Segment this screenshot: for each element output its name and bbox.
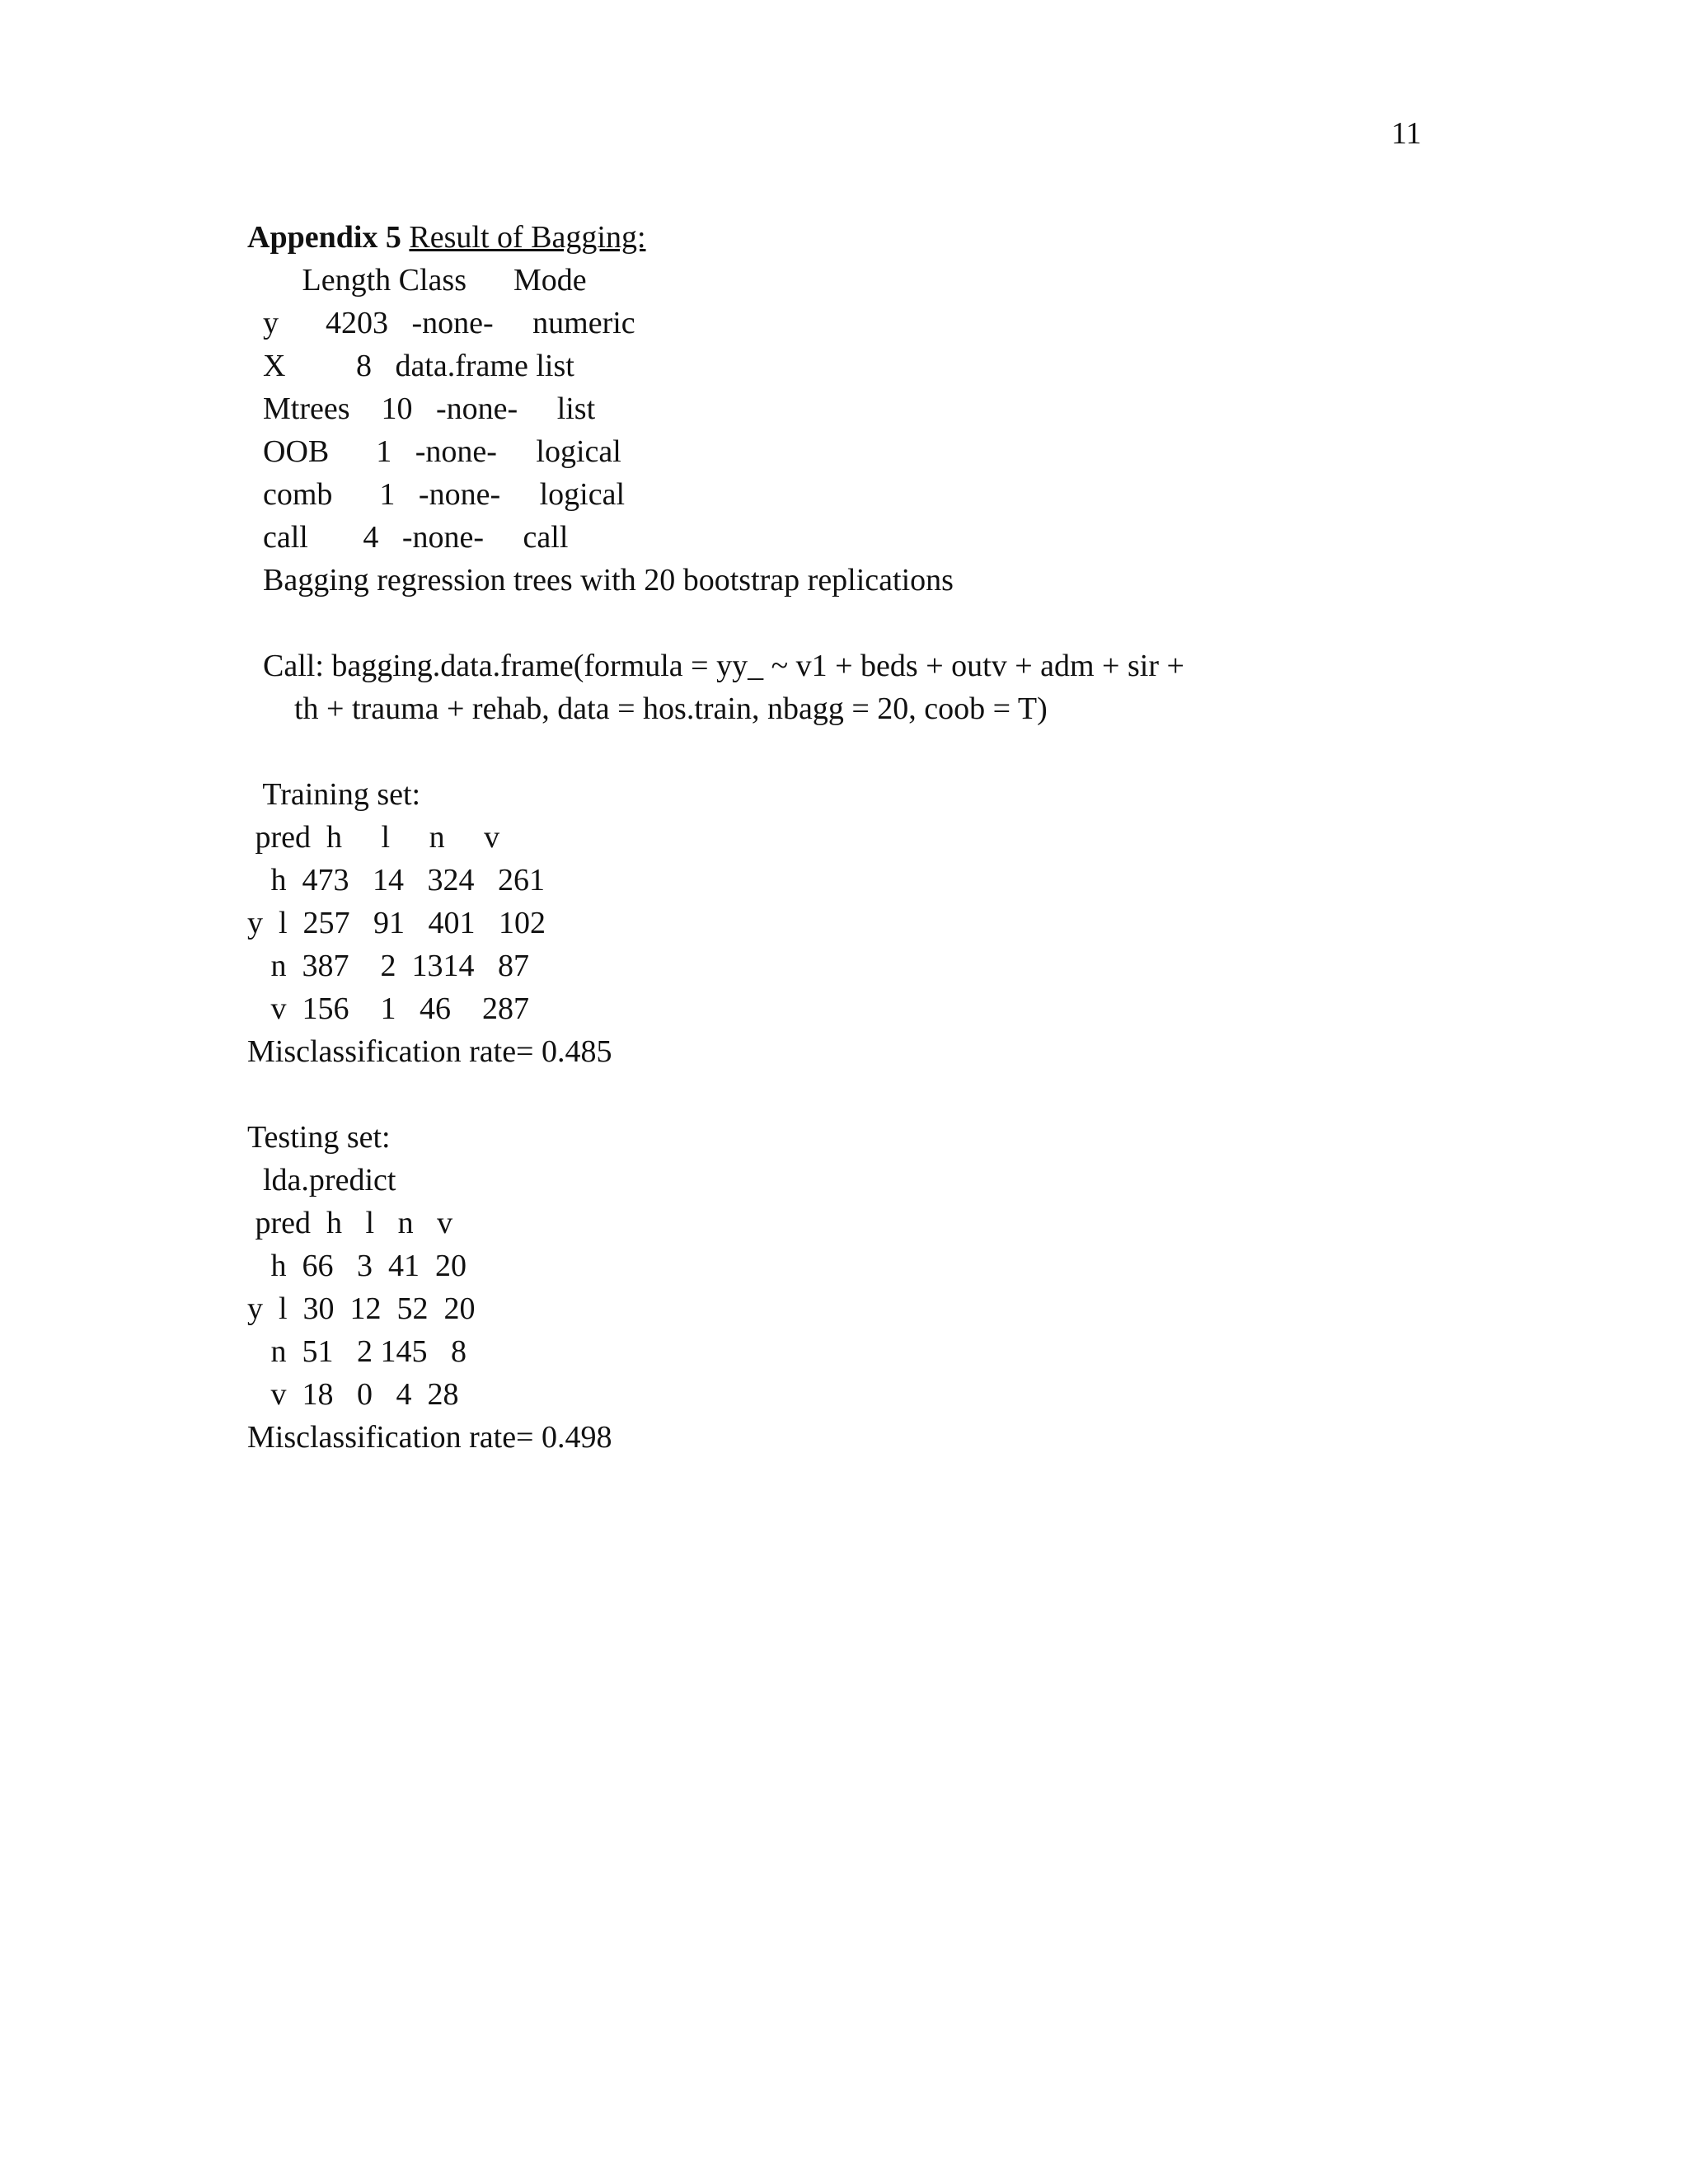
summary-line: Mtrees 10 -none- list bbox=[247, 391, 596, 426]
summary-line: comb 1 -none- logical bbox=[247, 477, 626, 512]
testing-line: Testing set: bbox=[247, 1120, 391, 1155]
summary-line: y 4203 -none- numeric bbox=[247, 306, 635, 340]
spacer bbox=[247, 1073, 1184, 1116]
testing-line: h 66 3 41 20 bbox=[247, 1249, 467, 1283]
summary-line: OOB 1 -none- logical bbox=[247, 434, 621, 469]
page-number: 11 bbox=[1391, 116, 1422, 151]
spacer bbox=[247, 602, 1184, 644]
testing-line: pred h l n v bbox=[247, 1206, 453, 1240]
testing-line: y l 30 12 52 20 bbox=[247, 1291, 476, 1326]
summary-line: Bagging regression trees with 20 bootstrap replications bbox=[247, 563, 954, 598]
document-body bbox=[247, 216, 1184, 1459]
summary-line: Length Class Mode bbox=[247, 263, 587, 298]
appendix-label: Appendix 5 bbox=[247, 220, 401, 255]
testing-set-block bbox=[247, 1116, 1184, 1459]
training-line: h 473 14 324 261 bbox=[247, 863, 545, 898]
bagging-summary bbox=[247, 259, 1184, 602]
bagging-call bbox=[247, 644, 1184, 730]
call-line: Call: bagging.data.frame(formula = yy_ ~ v1 + beds + outv + adm + sir + bbox=[247, 649, 1184, 683]
summary-line: X 8 data.frame list bbox=[247, 349, 574, 383]
testing-line: n 51 2 145 8 bbox=[247, 1334, 467, 1369]
training-set-block bbox=[247, 773, 1184, 1073]
appendix-heading bbox=[247, 216, 1184, 259]
training-line: v 156 1 46 287 bbox=[247, 991, 529, 1026]
spacer bbox=[247, 730, 1184, 773]
training-line: pred h l n v bbox=[247, 820, 500, 855]
training-line: Training set: bbox=[247, 777, 421, 812]
appendix-title: Result of Bagging: bbox=[409, 220, 646, 255]
call-line: th + trauma + rehab, data = hos.train, nbagg = 20, coob = T) bbox=[247, 691, 1048, 726]
testing-line: lda.predict bbox=[247, 1163, 396, 1197]
training-line: y l 257 91 401 102 bbox=[247, 906, 546, 940]
training-line: n 387 2 1314 87 bbox=[247, 949, 529, 983]
testing-line: Misclassification rate= 0.498 bbox=[247, 1420, 612, 1455]
testing-line: v 18 0 4 28 bbox=[247, 1377, 459, 1412]
training-line: Misclassification rate= 0.485 bbox=[247, 1034, 612, 1069]
summary-line: call 4 -none- call bbox=[247, 520, 569, 555]
